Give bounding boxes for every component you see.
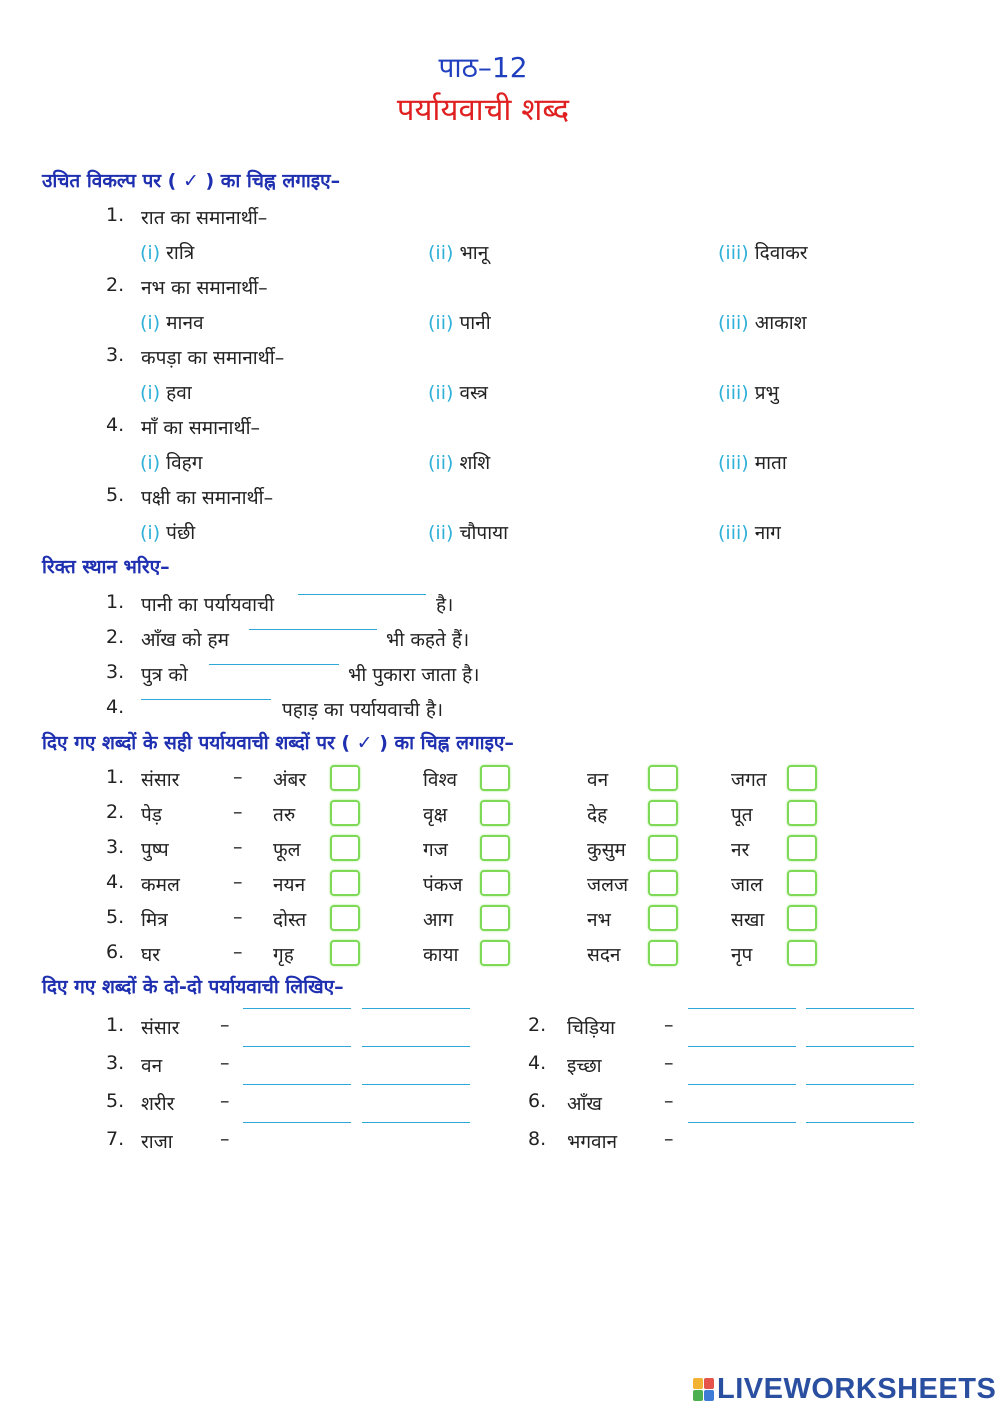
synonym-checkbox[interactable] <box>648 835 678 861</box>
option-text: पंछी <box>166 522 196 544</box>
synonym-option-word: नयन <box>273 874 306 896</box>
lesson-number: पाठ–12 <box>438 51 528 84</box>
section2-heading: रिक्त स्थान भरिए– <box>42 556 170 578</box>
synonym-write-blank-2[interactable] <box>806 1008 914 1009</box>
synonym-option-word: जलज <box>587 874 629 896</box>
synonym-write-blank-1[interactable] <box>243 1084 351 1085</box>
question-text: कपड़ा का समानार्थी– <box>141 347 285 369</box>
option-number: (iii) <box>718 522 749 544</box>
synonym-row-number: 6. <box>106 941 125 963</box>
synonym-option-word: जगत <box>731 769 767 791</box>
option-text: नाग <box>754 522 781 544</box>
synonym-checkbox[interactable] <box>330 835 360 861</box>
synonym-write-word: आँख <box>567 1093 602 1115</box>
synonym-option-word: देह <box>587 804 608 826</box>
section4-heading: दिए गए शब्दों के दो-दो पर्यायवाची लिखिए– <box>42 976 344 998</box>
fill-item-number: 1. <box>106 591 125 613</box>
synonym-write-word: राजा <box>141 1131 173 1153</box>
synonym-checkbox[interactable] <box>648 905 678 931</box>
option-number: (i) <box>140 312 161 334</box>
question-text: नभ का समानार्थी– <box>141 277 268 299</box>
synonym-row-dash: – <box>233 941 243 963</box>
synonym-checkbox[interactable] <box>787 870 817 896</box>
option-text: पानी <box>459 312 491 334</box>
option-text: हवा <box>166 382 192 404</box>
synonym-checkbox[interactable] <box>480 940 510 966</box>
synonym-write-blank-2[interactable] <box>362 1008 470 1009</box>
option-text: शशि <box>459 452 491 474</box>
option-item[interactable] <box>428 449 490 475</box>
synonym-row-dash: – <box>233 906 243 928</box>
option-item[interactable] <box>140 519 195 545</box>
option-number: (i) <box>140 522 161 544</box>
synonym-option-word: काया <box>423 944 459 966</box>
option-number: (ii) <box>428 382 454 404</box>
question-number: 2. <box>106 274 125 296</box>
synonym-write-blank-1[interactable] <box>688 1084 796 1085</box>
synonym-option-word: नृप <box>731 944 753 966</box>
question-number: 3. <box>106 344 125 366</box>
synonym-row-word: पेड़ <box>141 804 162 826</box>
option-number: (ii) <box>428 452 454 474</box>
section1-heading: उचित विकल्प पर ( ✓ ) का चिह्न लगाइए– <box>42 170 341 192</box>
synonym-write-dash: – <box>220 1128 230 1150</box>
option-number: (iii) <box>718 452 749 474</box>
synonym-row-dash: – <box>233 766 243 788</box>
synonym-row-number: 2. <box>106 801 125 823</box>
fill-item-number: 3. <box>106 661 125 683</box>
synonym-checkbox[interactable] <box>480 905 510 931</box>
option-text: मानव <box>166 312 204 334</box>
question-number: 1. <box>106 204 125 226</box>
synonym-checkbox[interactable] <box>330 905 360 931</box>
option-item[interactable] <box>140 379 192 405</box>
option-item[interactable] <box>718 309 807 335</box>
liveworksheets-logo-icon <box>693 1378 713 1400</box>
synonym-checkbox[interactable] <box>787 800 817 826</box>
synonym-row-word: कमल <box>141 874 180 896</box>
synonym-option-word: सखा <box>731 909 765 931</box>
option-text: आकाश <box>754 312 807 334</box>
question-text: माँ का समानार्थी– <box>141 417 261 439</box>
synonym-write-blank-2[interactable] <box>806 1046 914 1047</box>
synonym-checkbox[interactable] <box>787 765 817 791</box>
fill-item-text-before: पुत्र को <box>141 664 188 686</box>
option-number: (iii) <box>718 312 749 334</box>
question-number: 4. <box>106 414 125 436</box>
synonym-write-blank-1[interactable] <box>243 1008 351 1009</box>
synonym-row-number: 1. <box>106 766 125 788</box>
fill-item-number: 2. <box>106 626 125 648</box>
fill-item-number: 4. <box>106 696 125 718</box>
question-text: पक्षी का समानार्थी– <box>141 487 274 509</box>
section3-heading: दिए गए शब्दों के सही पर्यायवाची शब्दों पर ( ✓ ) का चिह्न लगाइए– <box>42 732 514 754</box>
synonym-write-blank-2[interactable] <box>362 1046 470 1047</box>
synonym-checkbox[interactable] <box>330 940 360 966</box>
synonym-row-number: 4. <box>106 871 125 893</box>
synonym-checkbox[interactable] <box>330 765 360 791</box>
synonym-checkbox[interactable] <box>480 835 510 861</box>
synonym-row-word: घर <box>141 944 161 966</box>
synonym-row-dash: – <box>233 801 243 823</box>
synonym-write-blank-1[interactable] <box>688 1046 796 1047</box>
option-item[interactable] <box>718 519 781 545</box>
synonym-option-word: विश्व <box>423 769 458 791</box>
option-item[interactable] <box>140 309 204 335</box>
option-item[interactable] <box>718 239 808 265</box>
option-number: (ii) <box>428 312 454 334</box>
liveworksheets-logo-text: LIVEWORKSHEETS <box>717 1372 997 1405</box>
synonym-row-word: मित्र <box>141 909 168 931</box>
synonym-write-word: शरीर <box>141 1093 175 1115</box>
liveworksheets-logo[interactable] <box>693 1374 996 1404</box>
option-number: (ii) <box>428 242 454 264</box>
synonym-write-number: 4. <box>528 1052 547 1074</box>
fill-blank[interactable] <box>141 699 271 700</box>
synonym-checkbox[interactable] <box>787 940 817 966</box>
synonym-checkbox[interactable] <box>330 870 360 896</box>
option-text: भानू <box>459 242 489 264</box>
synonym-write-number: 2. <box>528 1014 547 1036</box>
option-text: वस्त्र <box>459 382 488 404</box>
synonym-option-word: नभ <box>587 909 611 931</box>
synonym-write-blank-1[interactable] <box>688 1008 796 1009</box>
synonym-option-word: तरु <box>273 804 296 826</box>
option-number: (i) <box>140 452 161 474</box>
option-text: दिवाकर <box>754 242 808 264</box>
synonym-option-word: गृह <box>273 944 294 966</box>
option-item[interactable] <box>718 449 787 475</box>
fill-blank[interactable] <box>249 629 377 630</box>
synonym-checkbox[interactable] <box>648 765 678 791</box>
option-item[interactable] <box>718 379 779 405</box>
synonym-checkbox[interactable] <box>787 905 817 931</box>
synonym-write-word: भगवान <box>567 1131 618 1153</box>
fill-blank[interactable] <box>298 594 426 595</box>
synonym-write-number: 3. <box>106 1052 125 1074</box>
fill-blank[interactable] <box>209 664 339 665</box>
synonym-option-word: वन <box>587 769 609 791</box>
synonym-write-blank-2[interactable] <box>362 1122 470 1123</box>
synonym-write-dash: – <box>664 1090 674 1112</box>
fill-item-text-before: पानी का पर्यायवाची <box>141 594 274 616</box>
option-number: (iii) <box>718 382 749 404</box>
synonym-option-word: कुसुम <box>587 839 626 861</box>
synonym-write-dash: – <box>664 1014 674 1036</box>
option-number: (ii) <box>428 522 454 544</box>
synonym-write-blank-1[interactable] <box>243 1122 351 1123</box>
fill-item-text-after: भी पुकारा जाता है। <box>348 664 480 686</box>
synonym-checkbox[interactable] <box>480 800 510 826</box>
synonym-write-word: इच्छा <box>567 1055 602 1077</box>
synonym-option-word: गज <box>423 839 448 861</box>
option-item[interactable] <box>140 449 202 475</box>
synonym-checkbox[interactable] <box>480 870 510 896</box>
synonym-write-number: 6. <box>528 1090 547 1112</box>
synonym-checkbox[interactable] <box>330 800 360 826</box>
synonym-write-word: संसार <box>141 1017 180 1039</box>
synonym-option-word: पंकज <box>423 874 463 896</box>
synonym-option-word: आग <box>423 909 454 931</box>
fill-item-text-after: भी कहते हैं। <box>386 629 470 651</box>
question-text: रात का समानार्थी– <box>141 207 268 229</box>
synonym-row-number: 5. <box>106 906 125 928</box>
synonym-checkbox[interactable] <box>648 870 678 896</box>
synonym-option-word: फूल <box>273 839 301 861</box>
synonym-checkbox[interactable] <box>648 940 678 966</box>
option-number: (iii) <box>718 242 749 264</box>
synonym-write-number: 5. <box>106 1090 125 1112</box>
synonym-checkbox[interactable] <box>648 800 678 826</box>
synonym-row-dash: – <box>233 871 243 893</box>
option-text: विहग <box>166 452 203 474</box>
synonym-write-dash: – <box>220 1014 230 1036</box>
synonym-option-word: वृक्ष <box>423 804 448 826</box>
question-number: 5. <box>106 484 125 506</box>
option-number: (i) <box>140 242 161 264</box>
synonym-option-word: अंबर <box>273 769 307 791</box>
option-item[interactable] <box>428 239 488 265</box>
synonym-row-number: 3. <box>106 836 125 858</box>
synonym-write-dash: – <box>664 1128 674 1150</box>
fill-item-text-before: आँख को हम <box>141 629 230 651</box>
synonym-write-word: वन <box>141 1055 163 1077</box>
synonym-write-blank-1[interactable] <box>688 1122 796 1123</box>
synonym-row-word: संसार <box>141 769 180 791</box>
option-number: (i) <box>140 382 161 404</box>
synonym-row-dash: – <box>233 836 243 858</box>
option-text: चौपाया <box>459 522 509 544</box>
synonym-option-word: जाल <box>731 874 763 896</box>
synonym-option-word: सदन <box>587 944 621 966</box>
option-item[interactable] <box>140 239 194 265</box>
synonym-option-word: पूत <box>731 804 753 826</box>
synonym-write-dash: – <box>220 1052 230 1074</box>
option-text: माता <box>754 452 787 474</box>
synonym-write-dash: – <box>664 1052 674 1074</box>
synonym-option-word: नर <box>731 839 750 861</box>
option-item[interactable] <box>428 309 491 335</box>
synonym-checkbox[interactable] <box>480 765 510 791</box>
fill-item-text-after: है। <box>436 594 454 616</box>
synonym-checkbox[interactable] <box>787 835 817 861</box>
synonym-write-blank-1[interactable] <box>243 1046 351 1047</box>
synonym-write-word: चिड़िया <box>567 1017 616 1039</box>
option-text: रात्रि <box>166 242 195 264</box>
option-text: प्रभु <box>754 382 779 404</box>
synonym-write-blank-2[interactable] <box>806 1122 914 1123</box>
synonym-row-word: पुष्प <box>141 839 169 861</box>
fill-item-text-after: पहाड़ का पर्यायवाची है। <box>282 699 444 721</box>
synonym-option-word: दोस्त <box>273 909 307 931</box>
option-item[interactable] <box>428 379 488 405</box>
page-title: पर्यायवाची शब्द <box>396 92 570 128</box>
synonym-write-blank-2[interactable] <box>362 1084 470 1085</box>
synonym-write-blank-2[interactable] <box>806 1084 914 1085</box>
synonym-write-number: 8. <box>528 1128 547 1150</box>
option-item[interactable] <box>428 519 508 545</box>
synonym-write-number: 1. <box>106 1014 125 1036</box>
synonym-write-number: 7. <box>106 1128 125 1150</box>
synonym-write-dash: – <box>220 1090 230 1112</box>
